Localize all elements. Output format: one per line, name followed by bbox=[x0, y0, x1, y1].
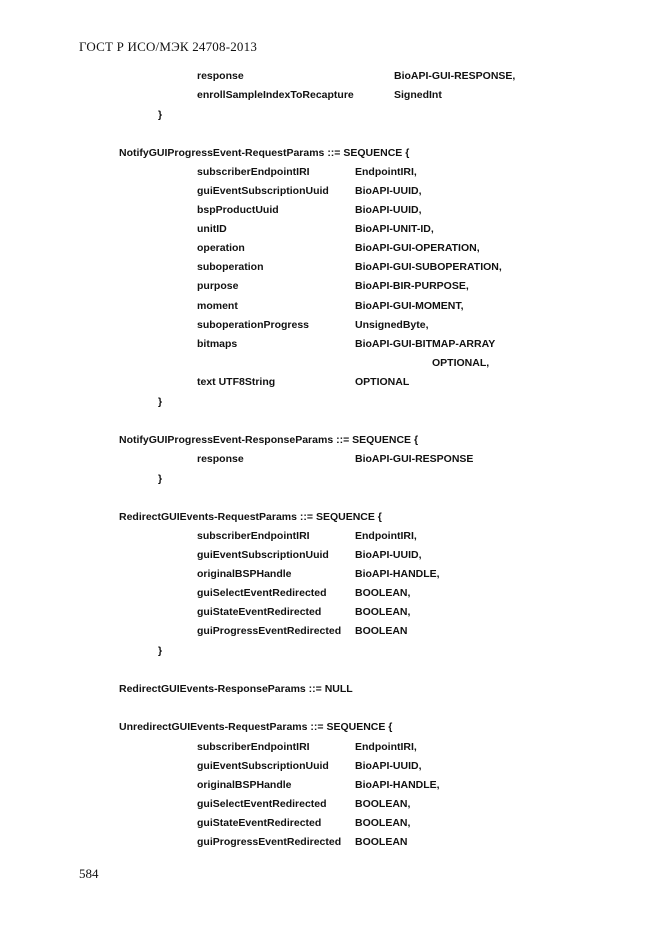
field-type: BOOLEAN bbox=[355, 625, 408, 637]
field-name: subscriberEndpointIRI bbox=[197, 741, 310, 753]
field-type: BioAPI-UUID, bbox=[355, 185, 422, 197]
field-name: suboperation bbox=[197, 261, 264, 273]
field-name: guiProgressEventRedirected bbox=[197, 625, 342, 637]
field-name: originalBSPHandle bbox=[197, 568, 292, 580]
field-type: BioAPI-GUI-OPERATION, bbox=[355, 242, 480, 254]
field-name: purpose bbox=[197, 280, 239, 292]
field-name: text UTF8String bbox=[197, 376, 276, 388]
field-name: bspProductUuid bbox=[197, 204, 279, 216]
field-type: BOOLEAN, bbox=[355, 587, 411, 599]
field-name: response bbox=[197, 70, 244, 82]
field-name: bitmaps bbox=[197, 338, 238, 350]
field-name: guiStateEventRedirected bbox=[197, 817, 322, 829]
field-type: BOOLEAN bbox=[355, 836, 408, 848]
field-type: OPTIONAL bbox=[355, 376, 410, 388]
field-name: response bbox=[197, 453, 244, 465]
field-type: BioAPI-GUI-BITMAP-ARRAY bbox=[355, 338, 496, 350]
field-type: SignedInt bbox=[394, 89, 442, 101]
field-type: UnsignedByte, bbox=[355, 319, 429, 331]
closing-brace: } bbox=[158, 645, 163, 657]
null-declaration: RedirectGUIEvents-ResponseParams ::= NULL bbox=[119, 683, 353, 695]
field-name: subscriberEndpointIRI bbox=[197, 530, 310, 542]
field-name: originalBSPHandle bbox=[197, 779, 292, 791]
field-name: moment bbox=[197, 300, 238, 312]
sequence-header: NotifyGUIProgressEvent-RequestParams ::= SEQUENCE { bbox=[119, 147, 410, 159]
field-name: guiSelectEventRedirected bbox=[197, 798, 327, 810]
field-type: BioAPI-BIR-PURPOSE, bbox=[355, 280, 469, 292]
field-name: guiEventSubscriptionUuid bbox=[197, 760, 329, 772]
field-name: suboperationProgress bbox=[197, 319, 310, 331]
field-type: BioAPI-UUID, bbox=[355, 204, 422, 216]
closing-brace: } bbox=[158, 473, 163, 485]
field-type: BioAPI-GUI-SUBOPERATION, bbox=[355, 261, 502, 273]
field-name: enrollSampleIndexToRecapture bbox=[197, 89, 354, 101]
page-number: 584 bbox=[79, 866, 99, 881]
field-type: BioAPI-GUI-RESPONSE bbox=[355, 453, 474, 465]
field-type: BioAPI-UUID, bbox=[355, 760, 422, 772]
field-name: guiSelectEventRedirected bbox=[197, 587, 327, 599]
field-type: EndpointIRI, bbox=[355, 166, 417, 178]
closing-brace: } bbox=[158, 396, 163, 408]
field-name: guiEventSubscriptionUuid bbox=[197, 185, 329, 197]
closing-brace: } bbox=[158, 109, 163, 121]
field-name: subscriberEndpointIRI bbox=[197, 166, 310, 178]
field-name: unitID bbox=[197, 223, 227, 235]
field-type: BioAPI-UUID, bbox=[355, 549, 422, 561]
sequence-header: NotifyGUIProgressEvent-ResponseParams ::= SEQUENCE { bbox=[119, 434, 419, 446]
sequence-header: UnredirectGUIEvents-RequestParams ::= SEQUENCE { bbox=[119, 721, 393, 733]
field-name: guiEventSubscriptionUuid bbox=[197, 549, 329, 561]
field-type-continuation: OPTIONAL, bbox=[432, 357, 490, 369]
page-header: ГОСТ Р ИСО/МЭК 24708-2013 bbox=[79, 39, 258, 54]
field-name: guiProgressEventRedirected bbox=[197, 836, 342, 848]
field-type: BOOLEAN, bbox=[355, 606, 411, 618]
field-name: operation bbox=[197, 242, 245, 254]
field-type: EndpointIRI, bbox=[355, 530, 417, 542]
field-type: BioAPI-GUI-MOMENT, bbox=[355, 300, 464, 312]
field-type: BioAPI-HANDLE, bbox=[355, 568, 440, 580]
field-name: guiStateEventRedirected bbox=[197, 606, 322, 618]
field-type: BOOLEAN, bbox=[355, 798, 411, 810]
field-type: BioAPI-GUI-RESPONSE, bbox=[394, 70, 516, 82]
field-type: BOOLEAN, bbox=[355, 817, 411, 829]
field-type: BioAPI-HANDLE, bbox=[355, 779, 440, 791]
field-type: EndpointIRI, bbox=[355, 741, 417, 753]
sequence-header: RedirectGUIEvents-RequestParams ::= SEQUENCE { bbox=[119, 511, 382, 523]
field-type: BioAPI-UNIT-ID, bbox=[355, 223, 434, 235]
